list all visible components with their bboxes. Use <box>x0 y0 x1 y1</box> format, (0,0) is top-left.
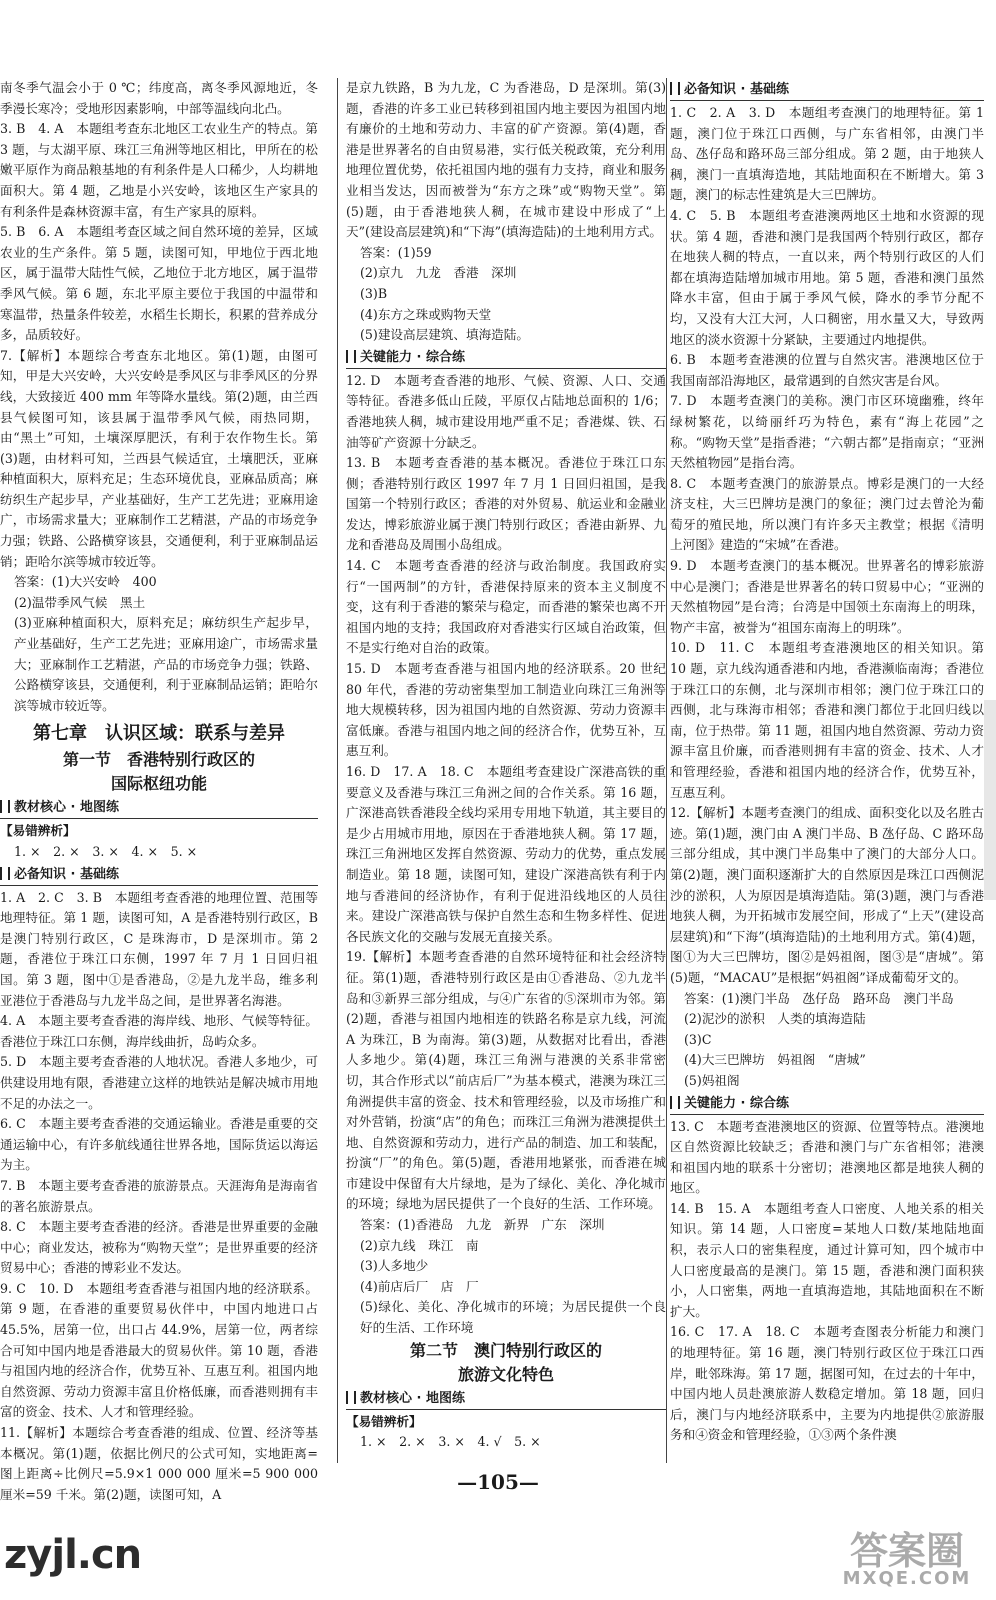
watermark-zyjl: zyjl.cn <box>4 1532 142 1578</box>
section-header <box>670 1094 984 1115</box>
answer-paragraph: 5. B 6. A 本题组考查区域之间自然环境的差异，区域农业的生产条件。第 5 题，读图可知，甲地位于西北地区，属于温带大陆性气候，乙地位于北方地区，属于温带季风气候。第 6 题，东北平原主要位于我国的中温带和寒温带，热量条件较差，水稻生长期长，积累的营养成分多，品质较好。 <box>0 224 318 343</box>
answer-paragraph: 14. B 15. A 本题组考查人口密度、人地关系的相关知识。第 14 题，人口密度=某地人口数/某地陆地面积，表示人口的密集程度，通过计算可知，四个城市中人口密度最高的是澳门。第 15 题，香港和澳门面积狭小，人口密集，两地一直填海造地，其陆地面积在不断扩大。 <box>670 1200 984 1319</box>
section-header-text: 必备知识 · 基础练 <box>684 82 789 97</box>
answer-line: (5)建设高层建筑、填海造陆。 <box>360 327 529 343</box>
answer-line: (4)大三巴牌坊 妈祖阁 “唐城” <box>684 1052 866 1068</box>
answer-paragraph: 7. D 本题考查澳门的美称。澳门市区环境幽雅，终年绿树繁花，以绮丽纤巧为特色，素有“海上花园”之称。“购物天堂”是指香港；“六朝古都”是指南京；“亚洲天然植物园”是指台湾。 <box>670 393 984 471</box>
answer-paragraph: 12.【解析】本题考查澳门的组成、面积变化以及名胜古迹。第(1)题，澳门由 A 澳门半岛、B 氹仔岛、C 路环岛三部分组成，其中澳门半岛集中了澳门的大部分人口。第(2)题，澳门面积逐渐扩大的自然原因是珠江口西侧泥沙的淤积，人为原因是填海造陆。第(3)题，澳门与香港地狭人稠，为开拓城市发展空间，形成了“上天”(建设高层建筑)和“下海”(填海造陆)的土地利用方式。第(4)题，图①为大三巴牌坊，图②是妈祖阁，图③是“唐城”。第(5)题，“MACAU”是根据“妈祖阁”译成葡萄牙文的。 <box>670 805 984 985</box>
answer-line: 1. × 2. × 3. × 4. × 5. × <box>14 844 198 859</box>
error-analysis-label: 【易错辨析】 <box>346 1413 422 1429</box>
answer-paragraph: 7.【解析】本题综合考查东北地区。第(1)题，由图可知，甲是大兴安岭，大兴安岭是季风区与非季风区的分界线，大致接近 400 mm 年等降水量线。第(2)题，由兰西县气候图可知，该县属于温带季风气候，雨热同期，由“黑土”可知，土壤深厚肥沃，有利于农作物生长。第(3)题，由材料可知，兰西县气候适宜，土壤肥沃，亚麻种植面积大，原料充足；生态环境优良，亚麻品质高；麻纺织生产起步早，产业基础好，生产工艺先进；亚麻用途广，市场需求量大；亚麻制作工艺精湛，产品的市场竞争力强；铁路、公路横穿该县，交通便利，利于亚麻制品运销；距哈尔滨等城市较近等。 <box>0 347 318 569</box>
answer-line: 1. × 2. × 3. × 4. √ 5. × <box>360 1434 541 1450</box>
section-bars-icon <box>346 350 356 363</box>
answer-paragraph: 19.【解析】本题考查香港的自然环境特征和社会经济特征。第(1)题，香港特别行政区是由①香港岛、②九龙半岛和③新界三部分组成，与④广东省的⑤深圳市为邻。第(2)题，香港与祖国内地相连的铁路名称是京九线，河流 A 为珠江，B 为南海。第(3)题，从数据对比看出，香港人多地少。第(4)题，珠江三角洲与港澳的关系非常密切，其合作形式以“前店后厂”为基本模式，港澳为珠江三角洲提供丰富的资金、技术和管理经验，以及市场推广和对外营销，扮演“店”的角色；而珠江三角洲为港澳提供土地、自然资源和劳动力，进行产品的制造、加工和装配，扮演“厂”的角色。第(5)题，香港用地紧张，而香港在城市建设中保留有大片绿地，是为了绿化、美化、净化城市的环境；绿地为居民提供了一个良好的生活、工作环境。 <box>346 949 666 1212</box>
answer-paragraph: 9. D 本题考查澳门的基本概况。世界著名的博彩旅游中心是澳门；香港是世界著名的转口贸易中心；“亚洲的天然植物园”是台湾；台湾是中国领土东南海上的明珠，物产丰富，被誉为“祖国东南海上的明珠”。 <box>670 558 984 635</box>
section-title: 第二节 澳门特别行政区的 <box>409 1340 602 1360</box>
answer-line: (5)妈祖阁 <box>684 1072 740 1088</box>
section-title: 旅游文化特色 <box>457 1364 554 1384</box>
answer-paragraph: 14. C 本题考查香港的经济与政治制度。我国政府实行“一国两制”的方针，香港保持原来的资本主义制度不变，这有利于香港的繁荣与稳定，而香港的繁荣也离不开祖国内地的支持；我国政府对香港实行区域自治政策，但不是实行绝对自治的政策。 <box>346 558 666 656</box>
answer-line: (2)泥沙的淤积 人类的填海造陆 <box>684 1011 866 1027</box>
answer-paragraph: 13. B 本题考查香港的基本概况。香港位于珠江口东侧；香港特别行政区 1997 年 7 月 1 日回归祖国，是我国第一个特别行政区；香港的对外贸易、航运业和金融业发达，博彩旅游业属于澳门特别行政区；香港由新界、九龙和香港岛及周围小岛组成。 <box>346 455 666 553</box>
answer-line: (5)绿化、美化、净化城市的环境；为居民提供一个良好的生活、工作环境 <box>360 1299 666 1336</box>
answer-paragraph: 是京九铁路，B 为九龙，C 为香港岛，D 是深圳。第(3)题，香港的许多工业已转移到祖国内地主要因为祖国内地有廉价的土地和劳动力、丰富的矿产资源。第(4)题，香港是世界著名的自由贸易港，实行低关税政策，充分利用地理位置优势，依托祖国内地的强有力支持，商业和服务业相当发达，因而被誉为“东方之珠”或“购物天堂”。第(5)题，由于香港地狭人稠，在城市建设中形成了“上天”(建设高层建筑)和“下海”(填海造陆)的土地利用方式。 <box>346 80 666 240</box>
scan-edge-shadow <box>984 700 996 900</box>
section-bars-icon <box>670 82 680 95</box>
answer-paragraph: 16. C 17. A 18. C 本题考查图表分析能力和澳门的地理特征。第 16 题，澳门特别行政区位于珠江口西岸，毗邻珠海。第 17 题，据图可知，在过去的十年中，中国内地人员赴澳旅游人数稳定增加。第 18 题，回归后，澳门与内地经济联系中，主要为内地提供②旅游服务和④资金和管理经验，①③两个条件澳 <box>670 1324 984 1443</box>
answer-paragraph: 1. C 2. A 3. D 本题组考查澳门的地理特征。第 1 题，澳门位于珠江口西侧，与广东省相邻，由澳门半岛、氹仔岛和路环岛三部分组成。第 2 题，由于地狭人稠，澳门一直填海造地，其陆地面积在不断增大。第 3 题，澳门的标志性建筑是大三巴牌坊。 <box>670 105 984 203</box>
answer-paragraph: 8. C 本题考查澳门的旅游景点。博彩是澳门的一大经济支柱，大三巴牌坊是澳门的象征；澳门过去曾沦为葡萄牙的殖民地，所以澳门有许多天主教堂；根据《清明上河图》建造的“宋城”在香港。 <box>670 475 984 553</box>
answer-line: (3)B <box>360 285 388 301</box>
column-divider <box>337 78 338 1463</box>
section-header-text: 关键能力 · 综合练 <box>684 1095 789 1111</box>
answer-line: (2)温带季风气候 黑土 <box>14 594 146 610</box>
section-title: 国际枢纽功能 <box>110 774 207 794</box>
page-number: —105— <box>457 1470 539 1494</box>
answer-paragraph: 16. D 17. A 18. C 本题组考查建设广深港高铁的重要意义及香港与珠江三角洲之间的合作关系。第 16 题，广深港高铁香港段全线均采用专用地下轨道，其主要目的是少占用城市用地，原因在于香港地狭人稠。第 17 题，珠江三角洲地区发挥自然资源、劳动力的优势，重点发展制造业。第 18 题，读图可知，建设广深港高铁有利于内地与香港间的经济协作，有利于促进沿线地区的人员往来。建设广深港高铁与保护自然生态和生物多样性、促进各民族文化的交融与发展无直接关系。 <box>346 764 666 944</box>
answer-line: (3)人多地少 <box>360 1258 429 1274</box>
answer-paragraph: 8. C 本题主要考查香港的经济。香港是世界重要的金融中心；商业发达，被称为“购物天堂”；是世界重要的经济贸易中心；香港的博彩业不发达。 <box>0 1219 318 1276</box>
answer-line: (4)东方之珠或购物天堂 <box>360 306 492 322</box>
column-middle <box>346 78 666 1478</box>
answer-line: (3)C <box>684 1031 712 1047</box>
answer-paragraph: 4. C 5. B 本题组考查港澳两地区土地和水资源的现状。第 4 题，香港和澳门是我国两个特别行政区，都存在地狭人稠的特点，一直以来，两个特别行政区的人们都在填海造陆增加城市用地。第 5 题，香港和澳门虽然降水丰富，但由于属于季风气候，降水的季节分配不均，又没有大江大河，人口稠密，用水量又大，导致两地区的淡水资源十分紧缺，主要通过内地提供。 <box>670 207 984 347</box>
answer-paragraph: 13. C 本题考查港澳地区的资源、位置等特点。港澳地区自然资源比较缺乏；香港和澳门与广东省相邻；港澳和祖国内地的联系十分密切；港澳地区都是地狭人稠的地区。 <box>670 1118 984 1196</box>
answer-paragraph: 11.【解析】本题综合考查香港的组成、位置、经济等基本概况。第(1)题，依据比例尺的公式可知，实地距离=图上距离÷比例尺=5.9×1 000 000 厘米=5 900 000 厘米=59 千米。第(2)题，读图可知，A <box>0 1425 318 1502</box>
answer-paragraph: 3. B 4. A 本题组考查东北地区工农业生产的特点。第 3 题，与太湖平原、珠江三角洲等地区相比，甲所在的松嫩平原作为商品粮基地的有利条件是人口稀少，人均耕地面积大。第 4 题，乙地是小兴安岭，该地区生产家具的有利条件是森林资源丰富，有生产家具的原料。 <box>0 121 318 219</box>
column-right <box>670 78 984 1478</box>
section-header <box>0 798 318 819</box>
column-divider <box>666 78 667 1463</box>
section-header-text: 教材核心 · 地图练 <box>360 1390 465 1406</box>
answer-line: 答案：(1)大兴安岭 400 <box>14 574 157 590</box>
answer-paragraph: 5. D 本题主要考查香港的人地状况。香港人多地少，可供建设用地有限，香港建立这样的地铁站是解决城市用地不足的办法之一。 <box>0 1054 318 1111</box>
answer-paragraph: 7. B 本题主要考查香港的旅游景点。天涯海角是海南省的著名旅游景点。 <box>0 1177 318 1214</box>
answer-line: 答案：(1)香港岛 九龙 新界 广东 深圳 <box>360 1217 605 1233</box>
section-header-text: 教材核心 · 地图练 <box>14 800 119 816</box>
section-header-text: 关键能力 · 综合练 <box>360 349 465 365</box>
answer-line: 答案：(1)59 <box>360 244 432 260</box>
answer-line: (3)亚麻种植面积大，原料充足；麻纺织生产起步早，产业基础好，生产工艺先进；亚麻用途广，市场需求量大；亚麻制作工艺精湛，产品的市场竞争力强；铁路、公路横穿该县，交通便利，利于亚麻制品运销；距哈尔滨等城市较近等。 <box>14 615 318 713</box>
answer-paragraph: 1. A 2. C 3. B 本题组考查香港的地理位置、范围等地理特征。第 1 题，读图可知，A 是香港特别行政区，B 是澳门特别行政区，C 是珠海市，D 是深圳市。第 2 题，香港位于珠江口东侧，1997 年 7 月 1 日回归祖国。第 3 题，图中①是香港岛，②是九龙半岛，维多利亚港位于香港岛与九龙半岛之间，是世界著名海港。 <box>0 889 318 1008</box>
watermark-logo <box>832 1520 982 1592</box>
section-header <box>0 865 318 886</box>
watermark-logo-text: 答案圈 <box>849 1529 964 1573</box>
answer-paragraph: 6. C 本题主要考查香港的交通运输业。香港是重要的交通运输中心，有许多航线通往世界各地，国际货运以海运为主。 <box>0 1116 318 1173</box>
section-header <box>670 80 984 101</box>
chapter-title: 第七章 认识区域：联系与差异 <box>33 723 285 745</box>
section-header <box>346 348 666 369</box>
answer-line: (2)京九 九龙 香港 深圳 <box>360 265 517 281</box>
section-bars-icon <box>670 1096 680 1109</box>
answer-line: 答案：(1)澳门半岛 氹仔岛 路环岛 澳门半岛 <box>684 990 954 1006</box>
answer-paragraph: 15. D 本题考查香港与祖国内地的经济联系。20 世纪 80 年代，香港的劳动密集型加工制造业向珠江三角洲等地大规模转移，因为祖国内地的自然资源、劳动力资源丰富低廉。香港与祖国内地之间的经济合作，优势互补，互惠互利。 <box>346 661 666 759</box>
section-bars-icon <box>0 800 10 813</box>
section-bars-icon <box>0 867 10 880</box>
answer-line: (4)前店后厂 店 厂 <box>360 1278 479 1294</box>
answer-paragraph: 南冬季气温会小于 0 ℃；纬度高，离冬季风源地近，冬季漫长寒冷；受地形因素影响，中部等温线向北凸。 <box>0 80 318 116</box>
watermark-logo-domain: MXQE.COM <box>842 1568 972 1589</box>
answer-paragraph: 6. B 本题考查港澳的位置与自然灾害。港澳地区位于我国南部沿海地区，最常遇到的自然灾害是台风。 <box>670 352 984 388</box>
answer-paragraph: 9. C 10. D 本题组考查香港与祖国内地的经济联系。第 9 题，在香港的重要贸易伙伴中，中国内地进口占 45.5%，居第一位，出口占 44.9%，居第一位，两者综合可知中国内地是香港最大的贸易伙伴。第 10 题，香港与祖国内地的经济合作，优势互补、互惠互利。祖国内地自然资源、劳动力资源丰富且价格低廉，而香港则拥有丰富的资金、技术、人才和管理经验。 <box>0 1280 318 1420</box>
answer-paragraph: 4. A 本题主要考查香港的海岸线、地形、气候等特征。香港位于珠江口东侧，海岸线曲折，岛屿众多。 <box>0 1013 318 1049</box>
error-analysis-label: 【易错辨析】 <box>0 823 76 839</box>
section-header <box>346 1389 666 1410</box>
section-header-text: 必备知识 · 基础练 <box>14 866 119 882</box>
section-title: 第一节 香港特别行政区的 <box>62 750 255 770</box>
answer-paragraph: 10. D 11. C 本题组考查港澳地区的相关知识。第 10 题，京九线沟通香港和内地，香港濒临南海；香港位于珠江口的东侧，北与深圳市相邻；澳门位于珠江口的西侧，北与珠海市相邻；香港和澳门都位于北回归线以南，位于热带。第 11 题，祖国内地自然资源、劳动力资源丰富且价廉，而香港则拥有丰富的资金、技术、人才和管理经验，香港和祖国内地的经济合作，优势互补，互惠互利。 <box>670 640 984 800</box>
column-left <box>0 78 318 1502</box>
section-bars-icon <box>346 1391 356 1404</box>
answer-paragraph: 12. D 本题考查香港的地形、气候、资源、人口、交通等特征。香港多低山丘陵，平原仅占陆地总面积的 1/6；香港地狭人稠，城市建设用地严重不足；香港煤、铁、石油等矿产资源十分缺乏。 <box>346 372 666 450</box>
answer-line: (2)京九线 珠江 南 <box>360 1237 479 1253</box>
